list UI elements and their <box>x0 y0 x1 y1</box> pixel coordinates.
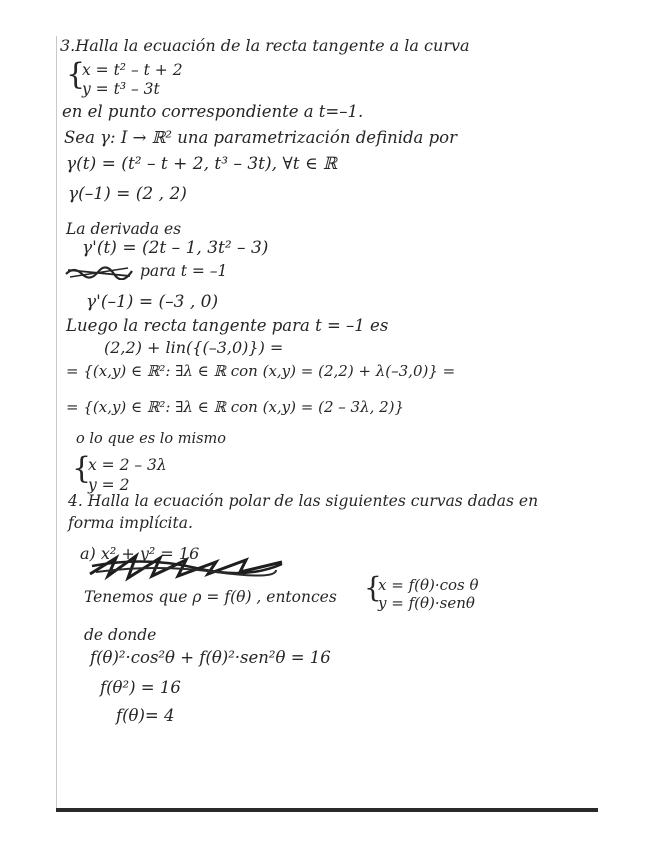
gamma-prime-definition: γ'(t) = (2t – 1, 3t² – 3) <box>82 238 269 258</box>
problem-4-title-line-2: forma implícita. <box>68 514 193 532</box>
de-donde-text: de donde <box>84 626 157 644</box>
tangent-line-intro: Luego la recta tangente para t = –1 es <box>66 316 389 335</box>
set-expression-1: = {(x,y) ∈ ℝ²: ∃λ ∈ ℝ con (x,y) = (2,2) + λ(–3,0)} = <box>66 362 456 380</box>
lin-expression: (2,2) + lin({(–3,0)}) = <box>104 338 284 357</box>
system-brace: { <box>66 57 86 92</box>
crossed-out-text <box>64 262 136 280</box>
polar-equation-2: f(θ²) = 16 <box>100 678 181 697</box>
point-statement: en el punto correspondiente a t=–1. <box>62 102 364 121</box>
polar-brace: { <box>364 571 382 604</box>
struck-out-line <box>86 552 286 582</box>
polar-equation-3: f(θ)= 4 <box>116 706 175 725</box>
polar-eq-x: x = f(θ)·cos θ <box>378 576 479 594</box>
derivative-intro: La derivada es <box>66 220 182 238</box>
page-left-border <box>56 36 57 812</box>
problem-4-title-line-1: 4. Halla la ecuación polar de las siguientes curvas dadas en <box>68 492 539 510</box>
gamma-prime-at-minus-one: γ'(–1) = (–3 , 0) <box>86 292 219 312</box>
set-expression-2: = {(x,y) ∈ ℝ²: ∃λ ∈ ℝ con (x,y) = (2 – 3λ, 2)} <box>66 398 405 416</box>
polar-substitution-intro: Tenemos que ρ = f(θ) , entonces <box>84 588 337 606</box>
system-eq-y: y = t³ – 3t <box>82 80 160 98</box>
page-bottom-border <box>56 808 598 812</box>
polar-equation-1: f(θ)²·cos²θ + f(θ)²·sen²θ = 16 <box>90 648 331 667</box>
gamma-at-minus-one: γ(–1) = (2 , 2) <box>68 184 187 204</box>
problem-4a-equation: a) x² + y² = 16 <box>80 544 200 563</box>
problem-3-title: 3.Halla la ecuación de la recta tangente a la curva <box>60 36 470 55</box>
result-eq-y: y = 2 <box>88 476 130 494</box>
result-eq-x: x = 2 – 3λ <box>88 456 167 474</box>
result-brace: { <box>72 451 92 486</box>
equivalently-text: o lo que es lo mismo <box>76 431 227 447</box>
gamma-definition: γ(t) = (t² – t + 2, t³ – 3t), ∀t ∈ ℝ <box>66 154 338 174</box>
system-eq-x: x = t² – t + 2 <box>82 61 183 79</box>
polar-eq-y: y = f(θ)·senθ <box>378 594 475 612</box>
para-t-minus-one: para t = –1 <box>140 262 228 280</box>
parametrization-intro: Sea γ: I → ℝ² una parametrización definida por <box>64 128 458 147</box>
